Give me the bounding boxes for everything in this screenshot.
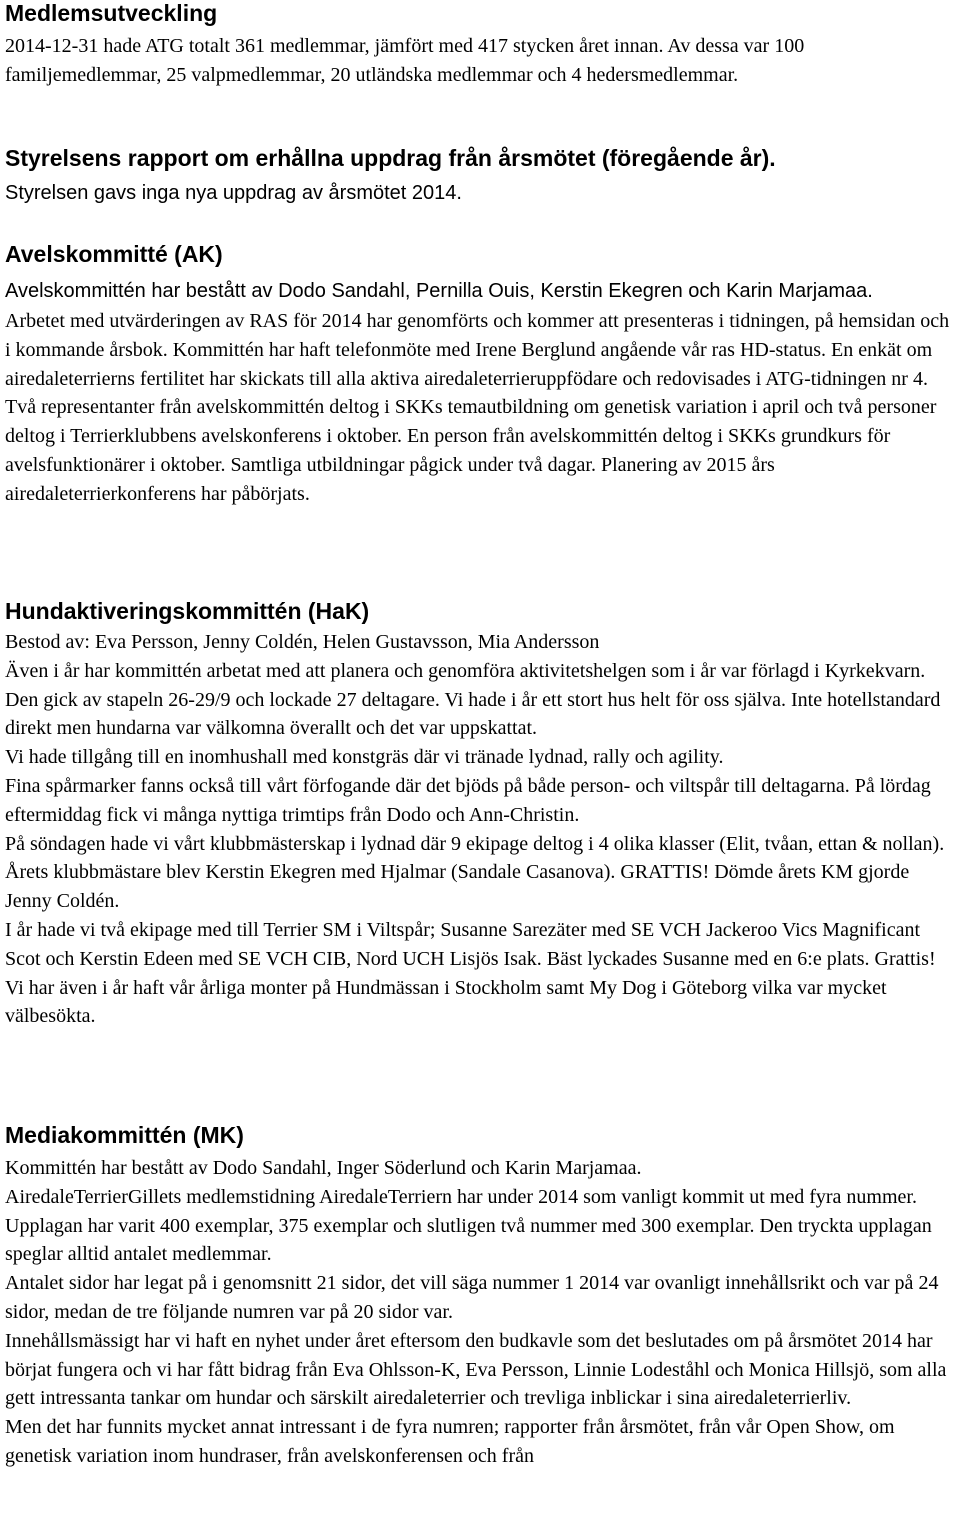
section-subtext: Styrelsen gavs inga nya uppdrag av årsmötet 2014. [5, 182, 462, 204]
paragraph: I år hade vi två ekipage med till Terrier SM i Viltspår; Susanne Sarezäter med SE VCH Jackeroo Vics Magnificant Scot och Kerstin Edeen med SE VCH CIB, Nord UCH Lisjös Isak. Bäst lyckades Susanne med en 6:e plats. Grattis! [5, 918, 936, 970]
section-hundaktiveringskommitten [5, 598, 955, 1031]
section-heading: Mediakommittén (MK) [5, 1122, 244, 1148]
paragraph: Innehållsmässigt har vi haft en nyhet under året eftersom den budkavle som det beslutades om på årsmötet 2014 har börjat fungera och vi har fått bidrag från Eva Ohlsson-K, Eva Persson, Linnie Lodeståhl och Monica Hillsjö, som alla gett intressanta tankar om hundar och särskilt airedaleterrier och trevliga inblickar i sina airedaleterrierliv. [5, 1329, 947, 1410]
paragraph: 2014-12-31 hade ATG totalt 361 medlemmar, jämfört med 417 stycken året innan. Av dessa var 100 familjemedlemmar, 25 valpmedlemmar, 20 utländska medlemmar och 4 hedersmedlemmar. [5, 35, 805, 86]
paragraph: Kommittén har bestått av Dodo Sandahl, Inger Söderlund och Karin Marjamaa. [5, 1157, 642, 1179]
paragraph: Fina spårmarker fanns också till vårt förfogande där det bjöds på både person- och viltspår till deltagarna. På lördag eftermiddag fick vi många nyttiga trimtips från Dodo och Ann-Christin. [5, 774, 931, 826]
section-subtext: Avelskommittén har bestått av Dodo Sandahl, Pernilla Ouis, Kerstin Ekegren och Karin Marjamaa. [5, 280, 873, 302]
section-medlemsutveckling [5, 0, 955, 90]
paragraph: Vi har även i år haft vår årliga monter på Hundmässan i Stockholm samt My Dog i Göteborg vilka var mycket välbesökta. [5, 976, 887, 1028]
section-avelskommitte [5, 241, 955, 509]
section-heading: Styrelsens rapport om erhållna uppdrag från årsmötet (föregående år). [5, 145, 776, 171]
section-mediakommitten [5, 1122, 955, 1471]
paragraph: Upplagan har varit 400 exemplar, 375 exemplar och slutligen två nummer med 300 exemplar. Den tryckta upplagan speglar alltid antalet medlemmar. [5, 1214, 932, 1266]
paragraph: Bestod av: Eva Persson, Jenny Coldén, Helen Gustavsson, Mia Andersson [5, 631, 600, 653]
paragraph: Även i år har kommittén arbetat med att planera och genomföra aktivitetshelgen som i år var förlagd i Kyrkekvarn. Den gick av stapeln 26-29/9 och lockade 27 deltagare. Vi hade i år ett stort hus helt för oss själva. Inte hotellstandard direkt men hundarna var välkomna överallt och det var uppskattat. [5, 659, 941, 740]
paragraph: Antalet sidor har legat på i genomsnitt 21 sidor, det vill säga nummer 1 2014 var ovanligt innehållsrikt och var på 24 sidor, medan de tre följande numren var på 20 sidor var. [5, 1272, 939, 1323]
section-heading: Medlemsutveckling [5, 0, 218, 26]
section-heading: Avelskommitté (AK) [5, 241, 223, 267]
section-heading: Hundaktiveringskommittén (HaK) [5, 598, 370, 624]
paragraph: AiredaleTerrierGillets medlemstidning AiredaleTerriern har under 2014 som vanligt kommit ut med fyra nummer. [5, 1185, 917, 1208]
paragraph: Arbetet med utvärderingen av RAS för 2014 har genomförts och kommer att presenteras i tidningen, på hemsidan och i kommande årsbok. Kommittén har haft telefonmöte med Irene Berglund angående vår ras HD-status. En enkät om airedaleterrierns fertilitet har skickats till alla aktiva airedaleterrieruppfödare och redovisades i ATG-tidningen nr 4. Två representanter från avelskommittén deltog i SKKs temautbildning om genetisk variation i april och två personer deltog i Terrierklubbens avelskonferens i oktober. En person från avelskommittén deltog i SKKs grundkurs för avelsfunktionärer i oktober. Samtliga utbildningar pågick under två dagar. Planering av 2015 års airedaleterrierkonferens har påbörjats. [5, 310, 950, 505]
paragraph: Men det har funnits mycket annat intressant i de fyra numren; rapporter från årsmötet, från vår Open Show, om genetisk variation inom hundraser, från avelskonferensen och från [5, 1416, 895, 1467]
paragraph: Vi hade tillgång till en inomhushall med konstgräs där vi tränade lydnad, rally och agility. [5, 746, 724, 769]
section-styrelsens-rapport [5, 145, 955, 207]
paragraph: På söndagen hade vi vårt klubbmästerskap i lydnad där 9 ekipage deltog i 4 olika klasser (Elit, tvåan, ettan & nollan). Årets klubbmästare blev Kerstin Ekegren med Hjalmar (Sandale Casanova). GRATTIS! Dömde årets KM gjorde Jenny Coldén. [5, 832, 945, 913]
